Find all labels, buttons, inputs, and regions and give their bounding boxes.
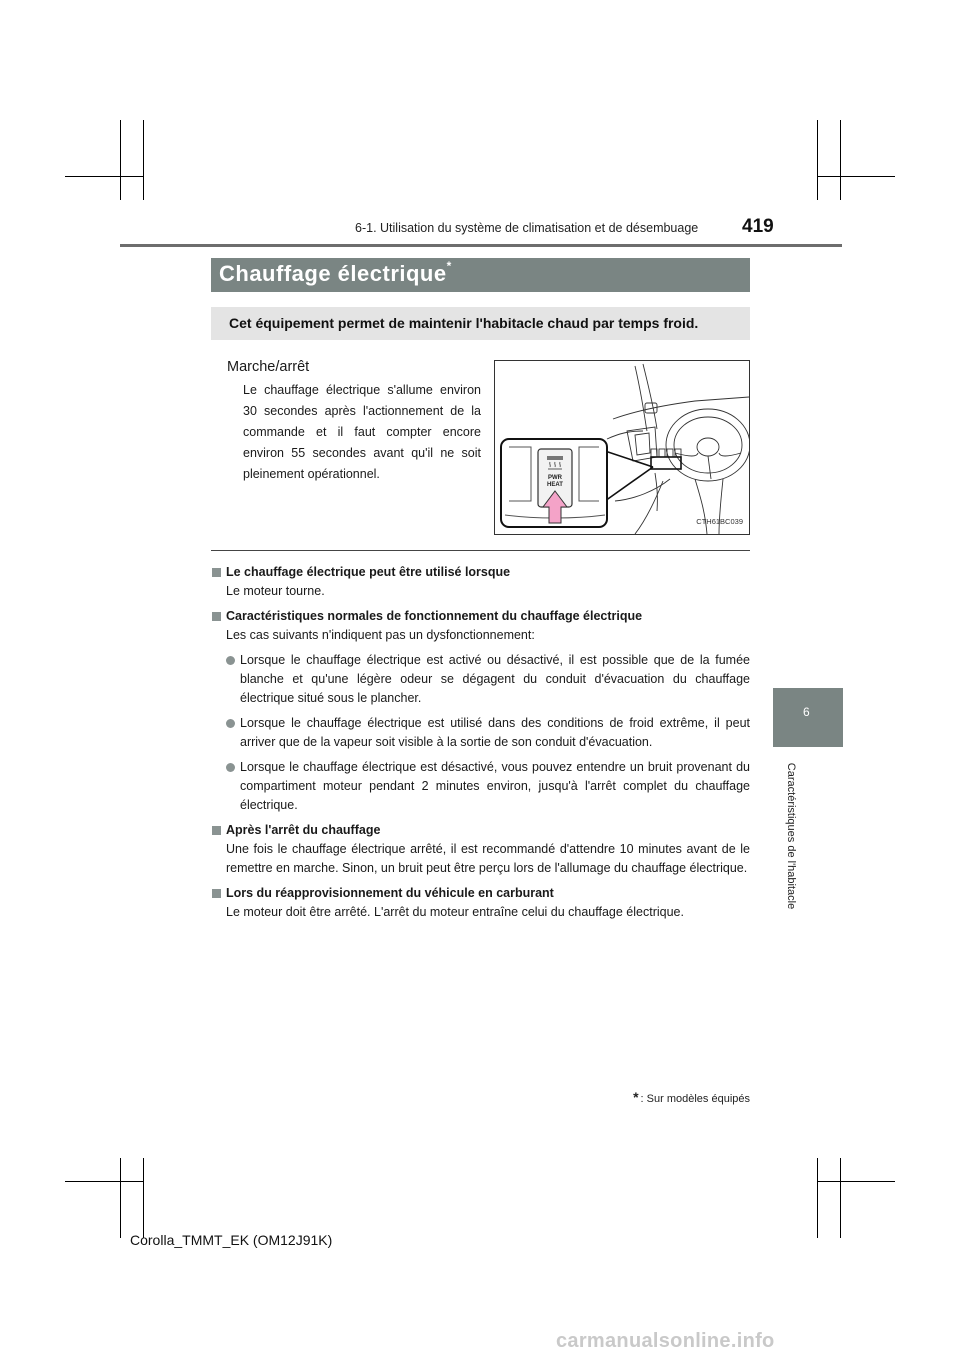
page-number: 419 — [742, 216, 774, 237]
section-body: Le moteur tourne. — [226, 584, 325, 598]
page-title-text: Chauffage électrique — [219, 261, 447, 286]
crop-mark — [840, 120, 841, 200]
footnote-text: : Sur modèles équipés — [640, 1093, 750, 1105]
section — [211, 607, 750, 815]
chapter-number: 6 — [803, 705, 810, 719]
figure-button-label-pwr: PWR — [548, 475, 562, 481]
section-title-text: Le chauffage électrique peut être utilisé lorsque — [226, 565, 511, 579]
crop-mark — [817, 120, 818, 200]
content-sections — [211, 563, 750, 928]
section-title — [211, 607, 750, 626]
dashboard-figure — [494, 360, 750, 535]
title-bar — [211, 258, 750, 292]
crop-mark — [120, 120, 121, 200]
dashboard-illustration — [495, 361, 749, 534]
square-bullet-icon — [212, 889, 221, 898]
footnote-marker: * — [633, 1089, 639, 1105]
square-bullet-icon — [212, 612, 221, 621]
square-bullet-icon — [212, 826, 221, 835]
section-title — [211, 563, 750, 582]
square-bullet-icon — [212, 568, 221, 577]
page-title — [219, 261, 452, 287]
crop-mark — [65, 176, 143, 177]
section — [211, 884, 750, 922]
crop-mark — [120, 1158, 121, 1238]
intro-text: Cet équipement permet de maintenir l'habitacle chaud par temps froid. — [229, 315, 699, 331]
section-rule — [211, 550, 750, 551]
section-title-text: Après l'arrêt du chauffage — [226, 823, 381, 837]
crop-mark — [817, 1158, 818, 1238]
round-bullet-icon — [226, 719, 235, 728]
list-item — [211, 758, 750, 815]
chapter-tab — [773, 688, 843, 747]
list-item-text: Lorsque le chauffage électrique est utilisé dans des conditions de froid extrême, il peut arriver que de la vapeur soit visible à la sortie de son conduit d'évacuation. — [240, 716, 750, 749]
section-title-text: Caractéristiques normales de fonctionnement du chauffage électrique — [226, 609, 643, 623]
switch-description: Le chauffage électrique s'allume environ 30 secondes après l'actionnement de la commande et il faut compter encore environ 55 secondes avant qu'il ne soit pleinement opérationnel. — [243, 383, 481, 481]
section-body: Le moteur doit être arrêté. L'arrêt du moteur entraîne celui du chauffage électrique. — [226, 905, 684, 919]
footnote — [633, 1089, 750, 1105]
running-header: 6-1. Utilisation du système de climatisation et de désembuage — [355, 221, 699, 235]
section-title — [211, 884, 750, 903]
footer-text: Corolla_TMMT_EK (OM12J91K) — [130, 1232, 333, 1248]
section-body: Les cas suivants n'indiquent pas un dysfonctionnement: — [226, 628, 535, 642]
crop-mark — [143, 1158, 144, 1238]
list-item-text: Lorsque le chauffage électrique est activé ou désactivé, il est possible que de la fumée blanche et qu'une légère odeur se dégagent du conduit d'évacuation du chauffage électrique situé sous le plancher. — [240, 653, 750, 705]
header-rule — [120, 244, 842, 247]
crop-mark — [65, 1181, 143, 1182]
chapter-label — [771, 752, 811, 922]
crop-mark — [817, 176, 895, 177]
section-title — [211, 821, 750, 840]
list-item-text: Lorsque le chauffage électrique est désactivé, vous pouvez entendre un bruit provenant du compartiment moteur pendant 2 minutes environ, jusqu'à l'arrêt complet du chauffage électrique. — [240, 760, 750, 812]
figure-button-label-heat: HEAT — [547, 482, 563, 488]
round-bullet-icon — [226, 763, 235, 772]
list-item — [211, 651, 750, 708]
switch-title: Marche/arrêt — [227, 359, 310, 375]
crop-mark — [817, 1181, 895, 1182]
section-title-text: Lors du réapprovisionnement du véhicule en carburant — [226, 886, 554, 900]
section-body: Une fois le chauffage électrique arrêté, il est recommandé d'attendre 10 minutes avant de le remettre en marche. Sinon, un bruit peut être perçu lors de l'allumage du chauffage électrique. — [226, 842, 750, 875]
crop-mark — [143, 120, 144, 200]
figure-code: CTH61BC039 — [696, 517, 743, 526]
chapter-label-text: Caractéristiques de l'habitacle — [785, 762, 797, 910]
round-bullet-icon — [226, 656, 235, 665]
intro-box — [211, 307, 750, 340]
section — [211, 821, 750, 878]
crop-mark — [840, 1158, 841, 1238]
list-item — [211, 714, 750, 752]
title-marker: * — [446, 259, 452, 273]
watermark: carmanualsonline.info — [556, 1330, 775, 1352]
section — [211, 563, 750, 601]
